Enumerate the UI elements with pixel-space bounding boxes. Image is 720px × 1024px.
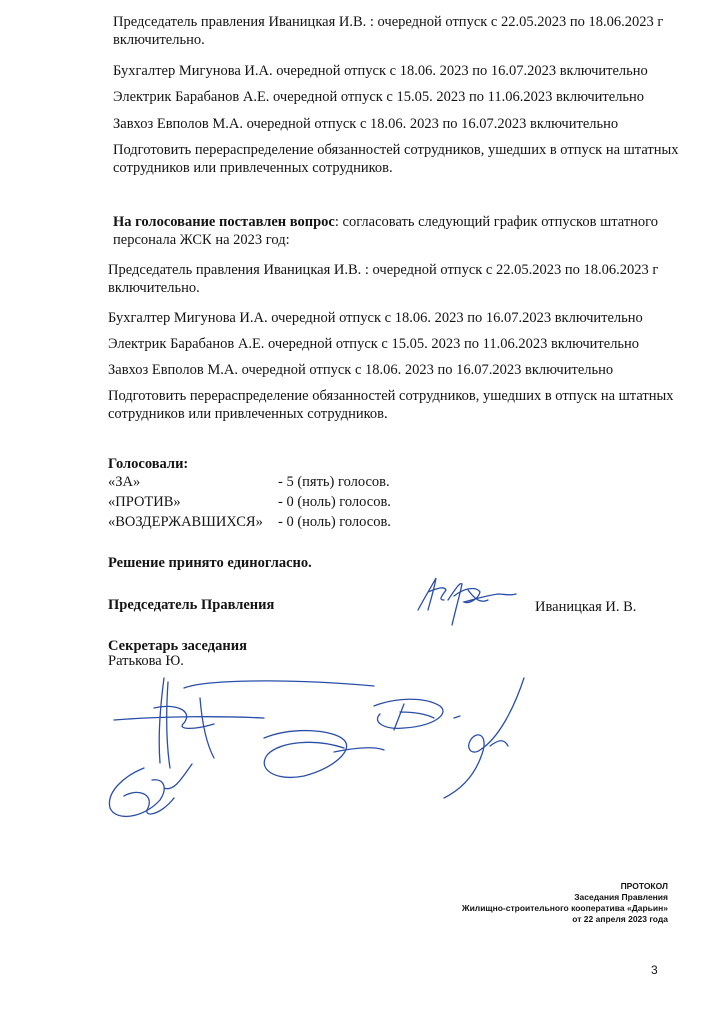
chair-leave-line-2: Председатель правления Иваницкая И.В. : очередной отпуск с 22.05.2023 по 18.06.2023 г включительно. — [108, 262, 659, 296]
caretaker-leave-line-2: Завхоз Евполов М.А. очередной отпуск с 18.06. 2023 по 16.07.2023 включительно — [108, 362, 614, 378]
footer-block — [348, 881, 668, 925]
footer-title: ПРОТОКОЛ — [620, 881, 668, 891]
footer-organization: Жилищно-строительного кооператива «Дарьин» — [461, 903, 668, 913]
electrician-leave-line-1: Электрик Барабанов А.Е. очередной отпуск с 15.05. 2023 по 11.06.2023 включительно — [113, 89, 645, 105]
footer-date: от 22 апреля 2023 года — [572, 914, 668, 924]
chair-leave-line-1: Председатель правления Иваницкая И.В. : очередной отпуск с 22.05.2023 по 18.06.2023 г включительно. — [113, 14, 664, 48]
accountant-leave-line-2: Бухгалтер Мигунова И.А. очередной отпуск с 18.06. 2023 по 16.07.2023 включительно — [108, 310, 643, 326]
electrician-leave-line-2: Электрик Барабанов А.Е. очередной отпуск с 15.05. 2023 по 11.06.2023 включительно — [108, 336, 640, 352]
redistribution-line-1: Подготовить перераспределение обязанностей сотрудников, ушедших в отпуск на штатных сотрудников или привлеченных сотрудников. — [113, 142, 679, 176]
vote-option-abstain: «ВОЗДЕРЖАВШИХСЯ» — [108, 514, 263, 530]
vote-count-against: - 0 (ноль) голосов. — [278, 494, 391, 510]
vote-count-for: - 5 (пять) голосов. — [278, 474, 390, 490]
footer-subtitle: Заседания Правления — [574, 892, 668, 902]
redistribution-line-2: Подготовить перераспределение обязанностей сотрудников, ушедших в отпуск на штатных сотрудников или привлеченных сотрудников. — [108, 388, 674, 422]
member-signatures — [104, 668, 544, 868]
caretaker-leave-line-1: Завхоз Евполов М.А. очередной отпуск с 18.06. 2023 по 16.07.2023 включительно — [113, 116, 619, 132]
vote-question-label: На голосование поставлен вопрос — [113, 214, 335, 230]
page-number: 3 — [651, 963, 658, 977]
vote-option-for: «ЗА» — [108, 474, 141, 490]
chair-title: Председатель Правления — [108, 597, 275, 613]
secretary-name: Ратькова Ю. — [108, 653, 184, 669]
chair-name: Иваницкая И. В. — [535, 599, 637, 615]
chair-signature — [408, 570, 528, 640]
decision-text: Решение принято единогласно. — [108, 555, 312, 571]
voting-heading: Голосовали: — [108, 456, 189, 472]
vote-question-text: : согласовать следующий график отпусков штатного персонала ЖСК на 2023 год: — [113, 214, 659, 248]
vote-option-against: «ПРОТИВ» — [108, 494, 181, 510]
accountant-leave-line-1: Бухгалтер Мигунова И.А. очередной отпуск с 18.06. 2023 по 16.07.2023 включительно — [113, 63, 648, 79]
vote-count-abstain: - 0 (ноль) голосов. — [278, 514, 391, 530]
vote-question — [113, 213, 683, 249]
secretary-title: Секретарь заседания — [108, 638, 247, 654]
